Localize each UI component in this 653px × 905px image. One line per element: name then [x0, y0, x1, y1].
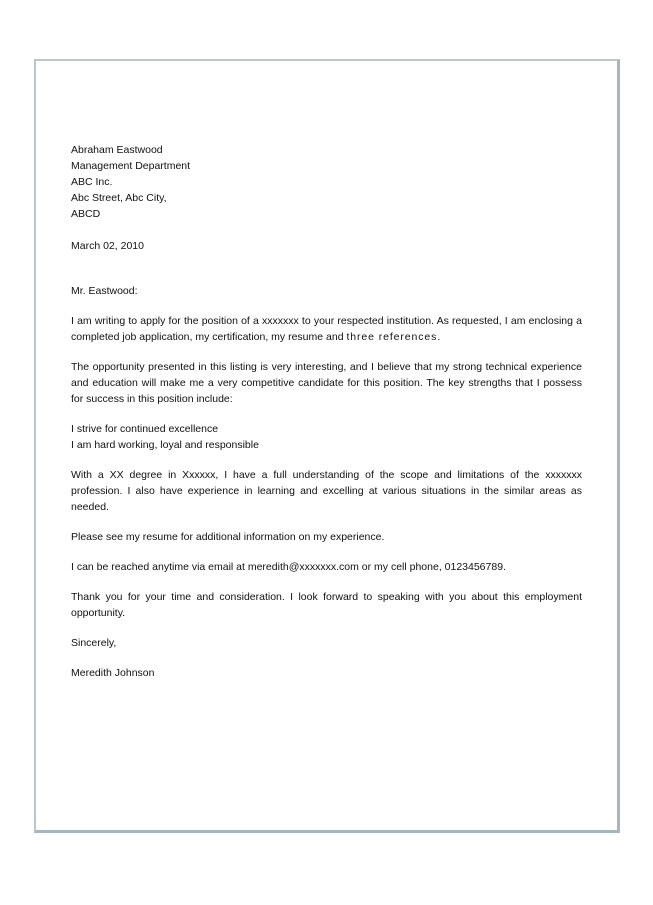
paragraph-degree: With a XX degree in Xxxxxx, I have a full understanding of the scope and limitations of the xxxxxxx profession. I also have experience in learning and excelling at various situations in the similar areas as needed. [71, 469, 582, 513]
paragraph-opportunity: The opportunity presented in this listing is very interesting, and I believe that my strong technical experience and education will make me a very competitive candidate for this position. The key strengths that I possess for success in this position include: [71, 361, 582, 405]
closing: Sincerely, [71, 637, 117, 649]
salutation: Mr. Eastwood: [71, 285, 138, 297]
paragraph-thanks: Thank you for your time and consideration. I look forward to speaking with you about this employment opportunity. [71, 591, 582, 619]
recipient-street: Abc Street, Abc City, [71, 192, 167, 204]
paragraph-application-references: three references. [346, 331, 442, 343]
paragraph-application-text: I am writing to apply for the position of a xxxxxxx to your respected institution. As requested, I am enclosing a completed job application, my certification, my resume and [71, 315, 582, 343]
page-frame [34, 59, 620, 833]
recipient-department: Management Department [71, 160, 191, 172]
recipient-block [71, 142, 582, 222]
paragraph-application [71, 313, 582, 345]
letter-date: March 02, 2010 [71, 240, 144, 252]
strength-item: I am hard working, loyal and responsible [71, 439, 259, 451]
signature-name: Meredith Johnson [71, 667, 155, 679]
paragraph-resume: Please see my resume for additional information on my experience. [71, 531, 385, 543]
paragraph-contact: I can be reached anytime via email at meredith@xxxxxxx.com or my cell phone, 0123456789. [71, 561, 506, 573]
recipient-region: ABCD [71, 208, 101, 220]
strengths-list [71, 421, 582, 453]
recipient-name: Abraham Eastwood [71, 144, 163, 156]
strength-item: I strive for continued excellence [71, 423, 219, 435]
recipient-company: ABC Inc. [71, 176, 113, 188]
letter-body [71, 142, 582, 681]
